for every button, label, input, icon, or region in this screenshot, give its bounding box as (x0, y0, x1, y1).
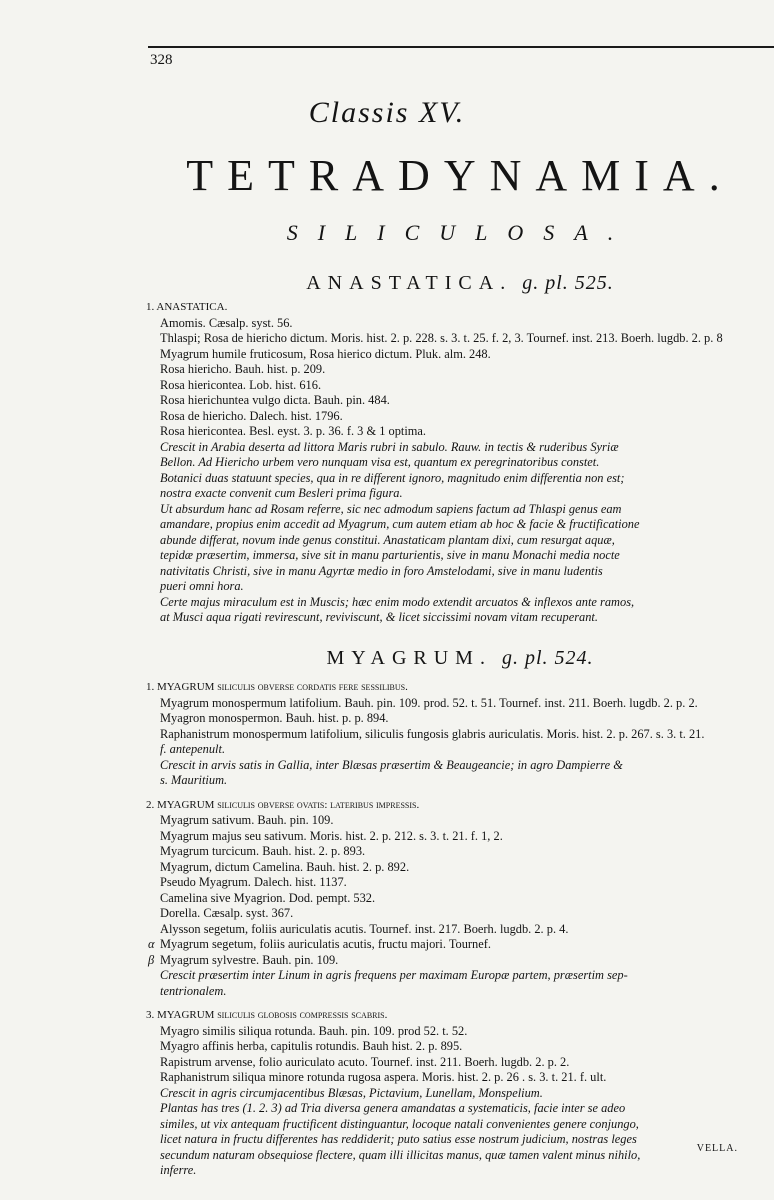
habitat-line: Bellon. Ad Hiericho urbem vero nunquam visa est, quantum ex peregrinatoribus constet. (160, 455, 600, 469)
variety-text: Myagrum segetum, foliis auriculatis acutis, fructu majori. Tournef. (160, 937, 491, 951)
variety-line-beta (146, 953, 770, 969)
habitat-line: Crescit in Arabia deserta ad littora Maris rubri in sabulo. Rauw. in tectis & ruderibus Syriæ (160, 439, 619, 454)
variety-marker: α (148, 937, 155, 951)
synonym-line: Rosa hierichuntea vulgo dicta. Bauh. pin. 484. (160, 393, 390, 407)
synonym-line: Rosa hiericontea. Lob. hist. 616. (160, 377, 322, 392)
synonym-line: Dorella. Cæsalp. syst. 367. (160, 906, 294, 920)
species-heading: 1. MYAGRUM siliculis obverse cordatis fere sessilibus. (146, 681, 408, 693)
variety-text: Myagrum sylvestre. Bauh. pin. 109. (160, 952, 339, 967)
habitat-line: tentrionalem. (160, 983, 227, 998)
note-line: similes, ut vix antequam fructificent distinguantur, locoque natali convenientes genere conjungo, (160, 1116, 639, 1131)
synonym-line: Myagron monospermon. Bauh. hist. p. p. 894. (160, 711, 389, 725)
synonym-line: Alysson segetum, foliis auriculatis acutis. Tournef. inst. 217. Boerh. lugdb. 2. p. 4. (160, 921, 569, 936)
class-heading: Classis XV. (308, 96, 466, 129)
habitat-line: s. Mauritium. (160, 773, 228, 787)
note-line: tepidæ præsertim, immersa, sive sit in manu parturientis, sive in manu Monachi media nocte (160, 548, 620, 562)
note-line: Certe majus miraculum est in Muscis; hæc enim modo extendit arcuatos & inflexos ante ramos, (160, 594, 635, 609)
synonym-line: Rosa hiericontea. Besl. eyst. 3. p. 36. f. 3 & 1 optima. (160, 424, 427, 438)
synonym-line: Raphanistrum siliqua minore rotunda rugosa aspera. Moris. hist. 2. p. 26 . s. 3. t. 21. f. ult. (160, 1070, 607, 1084)
entry-gap (146, 999, 770, 1008)
genus-heading-anastatica (150, 272, 770, 295)
genus-reference: g. pl. 525. (522, 272, 614, 294)
synonym-line: Myagrum, dictum Camelina. Bauh. hist. 2. p. 892. (160, 859, 410, 874)
anastatica-entry (146, 300, 770, 626)
note-line: amandare, propius enim accedit ad Myagrum, cum autem etiam ab hoc & facie & fructificatione (160, 517, 640, 531)
variety-line-alpha (146, 937, 770, 953)
species-heading: 3. MYAGRUM siliculis globosis compressis scabris. (146, 1009, 388, 1021)
synonym-line: Rosa de hiericho. Dalech. hist. 1796. (160, 408, 343, 423)
synonym-line: Myagrum sativum. Bauh. pin. 109. (160, 813, 334, 827)
note-line: Plantas has tres (1. 2. 3) ad Tria diversa genera amandatas a systematicis, facie inter se adeo (160, 1101, 626, 1115)
myagrum-entries (146, 680, 770, 1179)
synonym-line: Myagrum monospermum latifolium. Bauh. pin. 109. prod. 52. t. 51. Tournef. inst. 211. Boerh. lugdb. 2. p. 2. (160, 695, 698, 710)
synonym-line: Camelina sive Myagrion. Dod. pempt. 532. (160, 890, 376, 905)
note-line: licet natura in fructu differentes has reddiderit; puto satius esse nostrum judicium, nostras leges (160, 1132, 637, 1146)
entry-gap (146, 789, 770, 798)
habitat-line: Crescit in agris circumjacentibus Blæsas, Pictavium, Lunellam, Monspelium. (160, 1085, 543, 1100)
note-line: Ut absurdum hanc ad Rosam referre, sic nec admodum sapiens factum ad Thlaspi genus eam (160, 501, 622, 516)
note-line: pueri omni hora. (160, 579, 244, 593)
genus-heading-myagrum (150, 647, 770, 670)
habitat-line: Crescit in arvis satis in Gallia, inter Blæsas præsertim & Beaugeancie; in agro Dampierre & (160, 757, 623, 772)
catchword: VELLA. (696, 1143, 738, 1154)
synonym-line: Raphanistrum monospermum latifolium, siliculis fungosis glabris auriculatis. Moris. hist. 2. p. 267. s. 3. t. 21. (160, 726, 705, 741)
synonym-line: Myagrum humile fruticosum, Rosa hierico dictum. Pluk. alm. 248. (160, 346, 491, 361)
synonym-line: Myagro affinis herba, capitulis rotundis. Bauh hist. 2. p. 895. (160, 1039, 463, 1053)
synonym-line: Rosa hiericho. Bauh. hist. p. 209. (160, 362, 326, 376)
note-line: Botanici duas statuunt species, qua in re different ignoro, magnitudo enim differentia non est; (160, 470, 625, 485)
synonym-line: Pseudo Myagrum. Dalech. hist. 1137. (160, 875, 347, 889)
page-number: 328 (150, 52, 173, 68)
variety-marker: β (148, 952, 155, 967)
genus-reference: g. pl. 524. (501, 647, 594, 669)
note-line: inferre. (160, 1163, 197, 1177)
synonym-line: Amomis. Cæsalp. syst. 56. (160, 315, 293, 330)
habitat-line: Crescit præsertim inter Linum in agris frequens per maximam Europæ partem, præsertim sep- (160, 968, 628, 982)
note-line: nativitatis Christi, sive in manu Agyrtæ medio in foro Amstelodami, sive in manu ludentis (160, 563, 603, 578)
species-heading: 1. ANASTATICA. (146, 301, 228, 313)
synonym-line: Thlaspi; Rosa de hiericho dictum. Moris. hist. 2. p. 228. s. 3. t. 25. f. 2, 3. Tournef. inst. 213. Boerh. lugdb. 2. p. 8 (160, 331, 723, 345)
synonym-line: f. antepenult. (160, 742, 226, 756)
synonym-line: Rapistrum arvense, folio auriculato acuto. Tournef. inst. 211. Boerh. lugdb. 2. p. 2. (160, 1054, 570, 1069)
note-line: nostra exacte convenit cum Besleri prima figura. (160, 486, 403, 500)
note-line: abunde differat, novum inde genus constitui. Anastaticam plantam dixi, cum resurgat aquæ, (160, 532, 615, 547)
genus-name: MYAGRUM. (326, 647, 492, 669)
synonym-line: Myagrum turcicum. Bauh. hist. 2. p. 893. (160, 844, 366, 858)
synonym-line: Myagrum majus seu sativum. Moris. hist. 2. p. 212. s. 3. t. 21. f. 1, 2. (160, 828, 503, 843)
synonym-line: Myagro similis siliqua rotunda. Bauh. pin. 109. prod 52. t. 52. (160, 1023, 468, 1038)
genus-name: ANASTATICA. (306, 272, 513, 294)
header-rule (148, 46, 774, 48)
note-line: secundum naturam obsequiose flectere, quam illi illicitas manus, quæ tamen valent minus nihilo, (160, 1147, 641, 1162)
suborder-heading: SILICULOSA. (286, 220, 634, 245)
species-heading: 2. MYAGRUM siliculis obverse ovatis: lateribus impressis. (146, 798, 420, 811)
note-line: at Musci aqua rigati revirescunt, reviviscunt, & licet siccissimi novam vitam recuperant. (160, 610, 598, 624)
order-heading: TETRADYNAMIA. (186, 151, 734, 200)
